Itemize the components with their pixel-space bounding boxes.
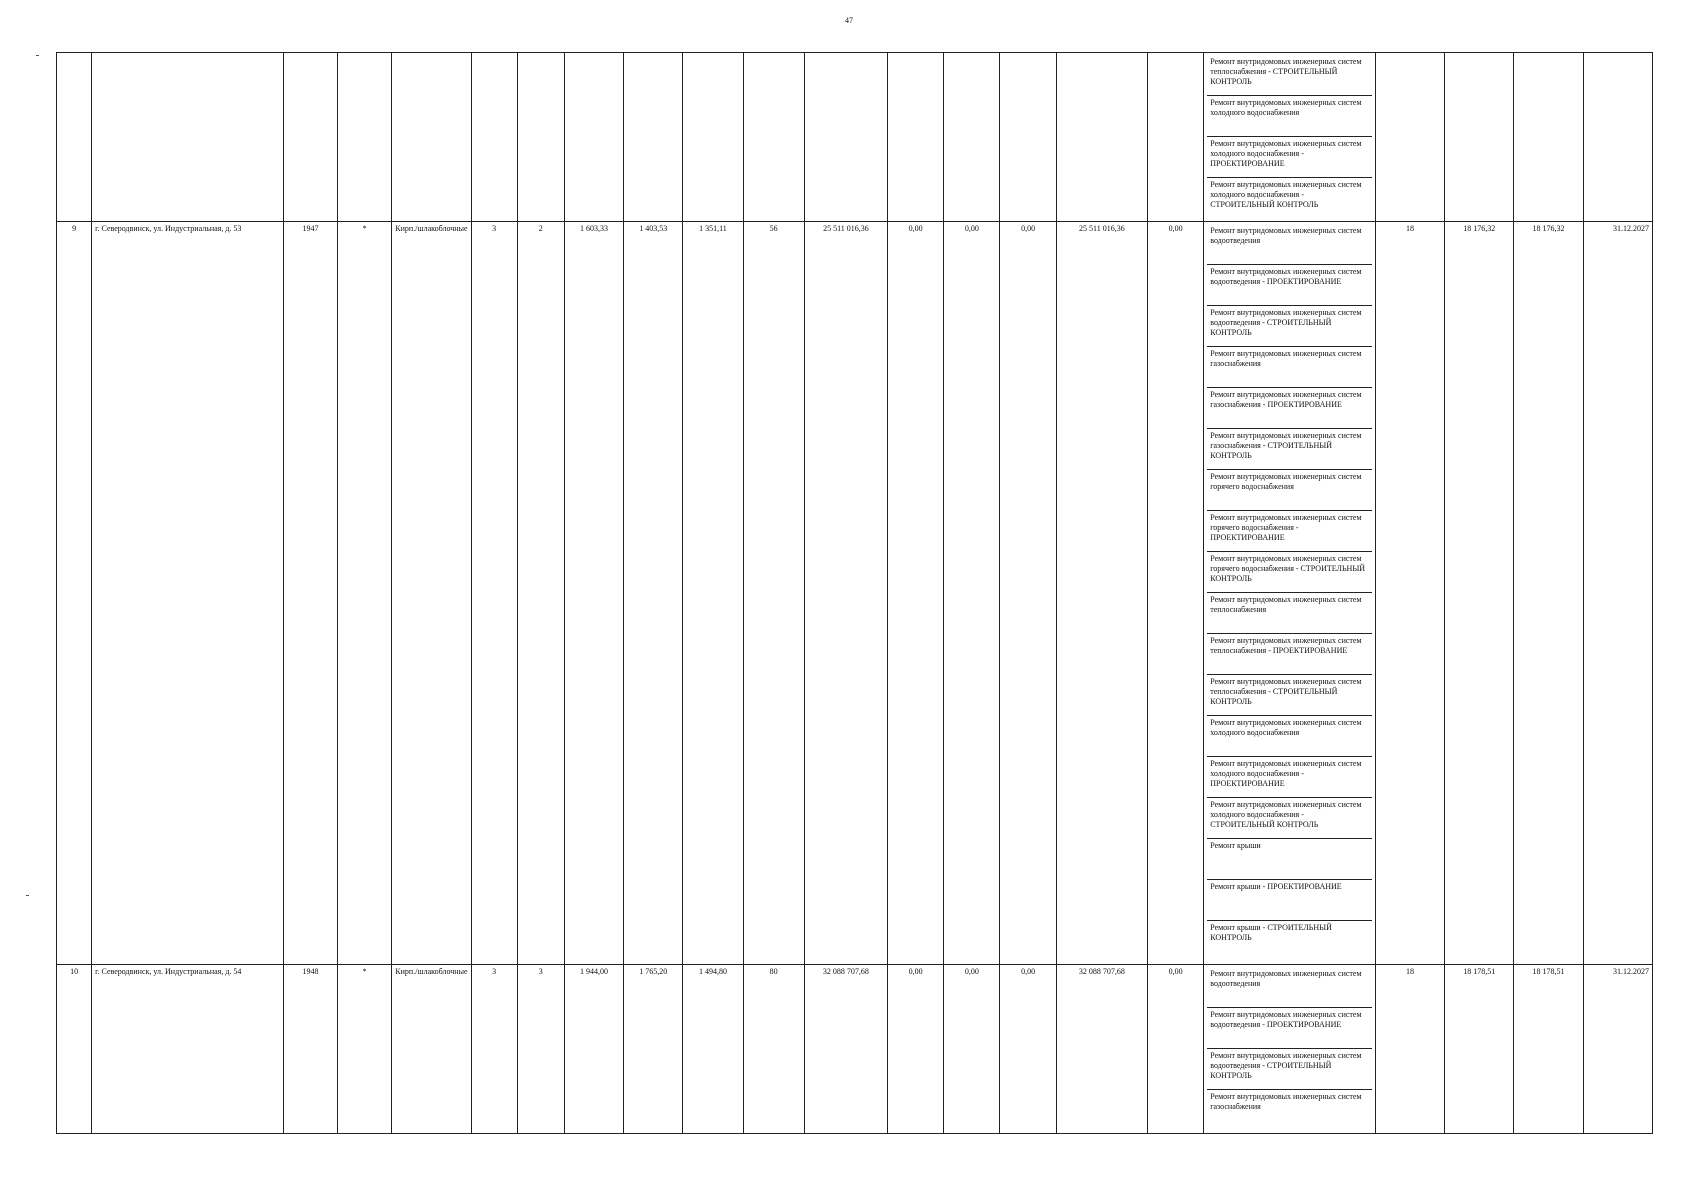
work-item: [1207, 716, 1372, 757]
address-cell: г. Северодвинск, ул. Индустриальная, д. 54: [92, 965, 284, 1134]
empty-cell: [743, 53, 804, 222]
repair-program-table: [56, 52, 1653, 1134]
entrances-cell: 3: [517, 965, 564, 1134]
work-item: [1207, 347, 1372, 388]
table-row: [57, 222, 1653, 965]
work-text: Ремонт внутридомовых инженерных систем теплоснабжения - СТРОИТЕЛЬНЫЙ КОНТРОЛЬ: [1210, 57, 1362, 86]
deadline-cell: 31.12.2027: [1583, 222, 1652, 965]
work-text: Ремонт крыши - ПРОЕКТИРОВАНИЕ: [1210, 882, 1342, 891]
term-cell: 18: [1375, 222, 1444, 965]
work-item: [1207, 798, 1372, 839]
cost-b-cell: 0,00: [944, 222, 1000, 965]
cost-total-cell: 32 088 707,68: [804, 965, 887, 1134]
work-text: Ремонт внутридомовых инженерных систем холодного водоснабжения - ПРОЕКТИРОВАНИЕ: [1210, 759, 1362, 788]
empty-cell: [1148, 53, 1204, 222]
area-total-cell: 1 944,00: [564, 965, 623, 1134]
area-residential-cell: 1 351,11: [683, 222, 743, 965]
work-text: Ремонт внутридомовых инженерных систем водоотведения - ПРОЕКТИРОВАНИЕ: [1210, 267, 1362, 286]
work-text: Ремонт внутридомовых инженерных систем теплоснабжения - СТРОИТЕЛЬНЫЙ КОНТРОЛЬ: [1210, 677, 1362, 706]
residents-cell: 56: [743, 222, 804, 965]
area-premises-cell: 1 403,53: [624, 222, 683, 965]
cost-d-cell: 0,00: [1148, 222, 1204, 965]
area-residential-cell: 1 494,80: [683, 965, 743, 1134]
work-item: [1207, 306, 1372, 347]
work-text: Ремонт внутридомовых инженерных систем водоотведения - СТРОИТЕЛЬНЫЙ КОНТРОЛЬ: [1210, 308, 1362, 337]
empty-cell: [92, 53, 284, 222]
work-item: [1207, 96, 1372, 137]
empty-cell: [564, 53, 623, 222]
empty-cell: [683, 53, 743, 222]
work-text: Ремонт внутридомовых инженерных систем водоотведения: [1210, 969, 1362, 988]
year-built-cell: 1948: [283, 965, 337, 1134]
empty-cell: [283, 53, 337, 222]
work-text: Ремонт внутридомовых инженерных систем холодного водоснабжения: [1210, 98, 1362, 117]
work-text: Ремонт внутридомовых инженерных систем газоснабжения: [1210, 1092, 1362, 1111]
empty-cell: [944, 53, 1000, 222]
work-text: Ремонт внутридомовых инженерных систем холодного водоснабжения - СТРОИТЕЛЬНЫЙ КОНТРОЛЬ: [1210, 800, 1362, 829]
work-item: [1207, 675, 1372, 716]
floors-cell: 3: [471, 965, 517, 1134]
work-item: [1207, 634, 1372, 675]
work-text: Ремонт внутридомовых инженерных систем газоснабжения - ПРОЕКТИРОВАНИЕ: [1210, 390, 1362, 409]
work-text: Ремонт внутридомовых инженерных систем теплоснабжения - ПРОЕКТИРОВАНИЕ: [1210, 636, 1362, 655]
empty-cell: [57, 53, 92, 222]
cost-owners-cell: 25 511 016,36: [1056, 222, 1147, 965]
wall-material-cell: Кирп./шлакоблочные: [392, 965, 471, 1134]
continuation-row: [57, 53, 1653, 222]
address-cell: г. Северодвинск, ул. Индустриальная, д. 53: [92, 222, 284, 965]
work-item: [1207, 178, 1372, 219]
area-premises-cell: 1 765,20: [624, 965, 683, 1134]
work-text: Ремонт внутридомовых инженерных систем теплоснабжения: [1210, 595, 1362, 614]
empty-cell: [471, 53, 517, 222]
cost-total-cell: 25 511 016,36: [804, 222, 887, 965]
empty-cell: [1375, 53, 1444, 222]
work-item: [1207, 880, 1372, 921]
scan-mark: [26, 895, 29, 896]
page-number: 47: [845, 16, 853, 25]
residents-cell: 80: [743, 965, 804, 1134]
cost-c-cell: 0,00: [1000, 222, 1056, 965]
wall-material-cell: Кирп./шлакоблочные: [392, 222, 471, 965]
area-total-cell: 1 603,33: [564, 222, 623, 965]
work-item: [1207, 967, 1372, 1008]
empty-cell: [804, 53, 887, 222]
mark-cell: *: [338, 222, 392, 965]
row-number-cell: 10: [57, 965, 92, 1134]
cost-d-cell: 0,00: [1148, 965, 1204, 1134]
work-item: [1207, 552, 1372, 593]
empty-cell: [1583, 53, 1652, 222]
empty-cell: [392, 53, 471, 222]
work-text: Ремонт внутридомовых инженерных систем водоотведения: [1210, 226, 1362, 245]
cost-b-cell: 0,00: [944, 965, 1000, 1134]
work-item: [1207, 1008, 1372, 1049]
work-item: [1207, 55, 1372, 96]
work-text: Ремонт крыши: [1210, 841, 1261, 850]
row-number-cell: 9: [57, 222, 92, 965]
price-2-cell: 18 178,51: [1514, 965, 1583, 1134]
work-text: Ремонт внутридомовых инженерных систем газоснабжения - СТРОИТЕЛЬНЫЙ КОНТРОЛЬ: [1210, 431, 1362, 460]
price-1-cell: 18 176,32: [1445, 222, 1514, 965]
work-item: [1207, 757, 1372, 798]
work-text: Ремонт внутридомовых инженерных систем горячего водоснабжения - ПРОЕКТИРОВАНИЕ: [1210, 513, 1362, 542]
empty-cell: [517, 53, 564, 222]
work-text: Ремонт внутридомовых инженерных систем холодного водоснабжения: [1210, 718, 1362, 737]
empty-cell: [888, 53, 944, 222]
work-item: [1207, 265, 1372, 306]
empty-cell: [338, 53, 392, 222]
cost-owners-cell: 32 088 707,68: [1056, 965, 1147, 1134]
works-cell: [1204, 53, 1376, 222]
empty-cell: [1056, 53, 1147, 222]
work-item: [1207, 470, 1372, 511]
work-item: [1207, 839, 1372, 880]
work-item: [1207, 593, 1372, 634]
empty-cell: [1000, 53, 1056, 222]
price-2-cell: 18 176,32: [1514, 222, 1583, 965]
cost-a-cell: 0,00: [888, 222, 944, 965]
work-item: [1207, 137, 1372, 178]
work-text: Ремонт внутридомовых инженерных систем горячего водоснабжения - СТРОИТЕЛЬНЫЙ КОНТРОЛЬ: [1210, 554, 1366, 583]
work-item: [1207, 921, 1372, 962]
work-text: Ремонт крыши - СТРОИТЕЛЬНЫЙ КОНТРОЛЬ: [1210, 923, 1332, 942]
work-text: Ремонт внутридомовых инженерных систем горячего водоснабжения: [1210, 472, 1362, 491]
work-item: [1207, 1049, 1372, 1090]
scan-mark: [36, 55, 39, 56]
works-cell: [1204, 965, 1376, 1134]
works-cell: [1204, 222, 1376, 965]
mark-cell: *: [338, 965, 392, 1134]
entrances-cell: 2: [517, 222, 564, 965]
year-built-cell: 1947: [283, 222, 337, 965]
cost-a-cell: 0,00: [888, 965, 944, 1134]
work-item: [1207, 224, 1372, 265]
work-text: Ремонт внутридомовых инженерных систем газоснабжения: [1210, 349, 1362, 368]
work-item: [1207, 511, 1372, 552]
work-item: [1207, 1090, 1372, 1131]
work-text: Ремонт внутридомовых инженерных систем водоотведения - ПРОЕКТИРОВАНИЕ: [1210, 1010, 1362, 1029]
price-1-cell: 18 178,51: [1445, 965, 1514, 1134]
term-cell: 18: [1375, 965, 1444, 1134]
work-text: Ремонт внутридомовых инженерных систем холодного водоснабжения - ПРОЕКТИРОВАНИЕ: [1210, 139, 1362, 168]
cost-c-cell: 0,00: [1000, 965, 1056, 1134]
deadline-cell: 31.12.2027: [1583, 965, 1652, 1134]
work-item: [1207, 388, 1372, 429]
work-item: [1207, 429, 1372, 470]
empty-cell: [1514, 53, 1583, 222]
empty-cell: [1445, 53, 1514, 222]
floors-cell: 3: [471, 222, 517, 965]
work-text: Ремонт внутридомовых инженерных систем холодного водоснабжения - СТРОИТЕЛЬНЫЙ КОНТРОЛЬ: [1210, 180, 1362, 209]
work-text: Ремонт внутридомовых инженерных систем водоотведения - СТРОИТЕЛЬНЫЙ КОНТРОЛЬ: [1210, 1051, 1362, 1080]
empty-cell: [624, 53, 683, 222]
table-row: [57, 965, 1653, 1134]
